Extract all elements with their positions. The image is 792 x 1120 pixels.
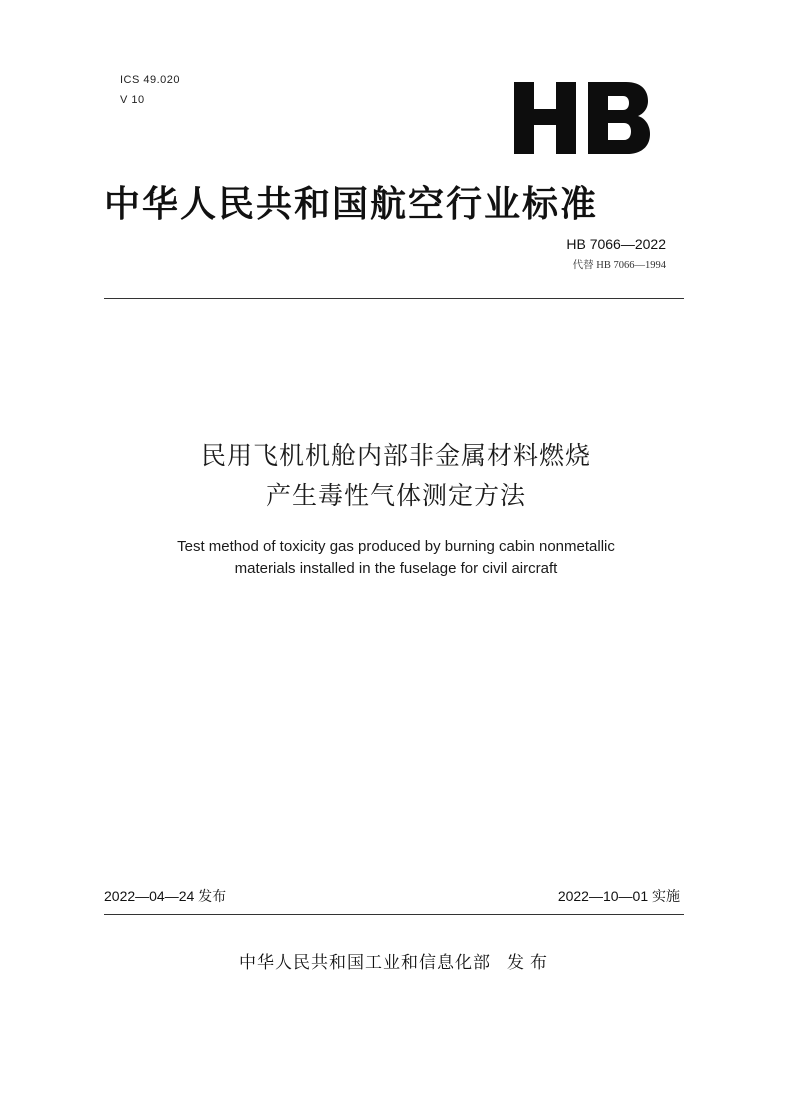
ccs-code: V 10 (120, 94, 145, 106)
divider-top (104, 298, 684, 299)
publisher (0, 948, 792, 973)
standard-replaces: 代替 HB 7066—1994 (572, 260, 666, 271)
title-en-line2: materials installed in the fuselage for civil aircraft (234, 560, 558, 577)
hb-logo (514, 82, 650, 154)
ics-code: ICS 49.020 (120, 74, 181, 86)
publisher-name: 中华人民共和国工业和信息化部 (239, 953, 491, 973)
standard-number: HB 7066—2022 (566, 236, 666, 252)
publisher-verb: 发布 (507, 953, 553, 973)
title-cn-line2: 产生毒性气体测定方法 (265, 481, 526, 510)
org-title: 中华人民共和国航空行业标准 (104, 184, 599, 225)
title-cn-line1: 民用飞机机舱内部非金属材料燃烧 (200, 441, 591, 470)
issue-date: 2022—04—24 发布 (104, 888, 227, 904)
implementation-date: 2022—10—01 实施 (557, 888, 680, 904)
title-en-line1: Test method of toxicity gas produced by burning cabin nonmetallic (177, 538, 615, 555)
divider-bottom (104, 914, 684, 915)
